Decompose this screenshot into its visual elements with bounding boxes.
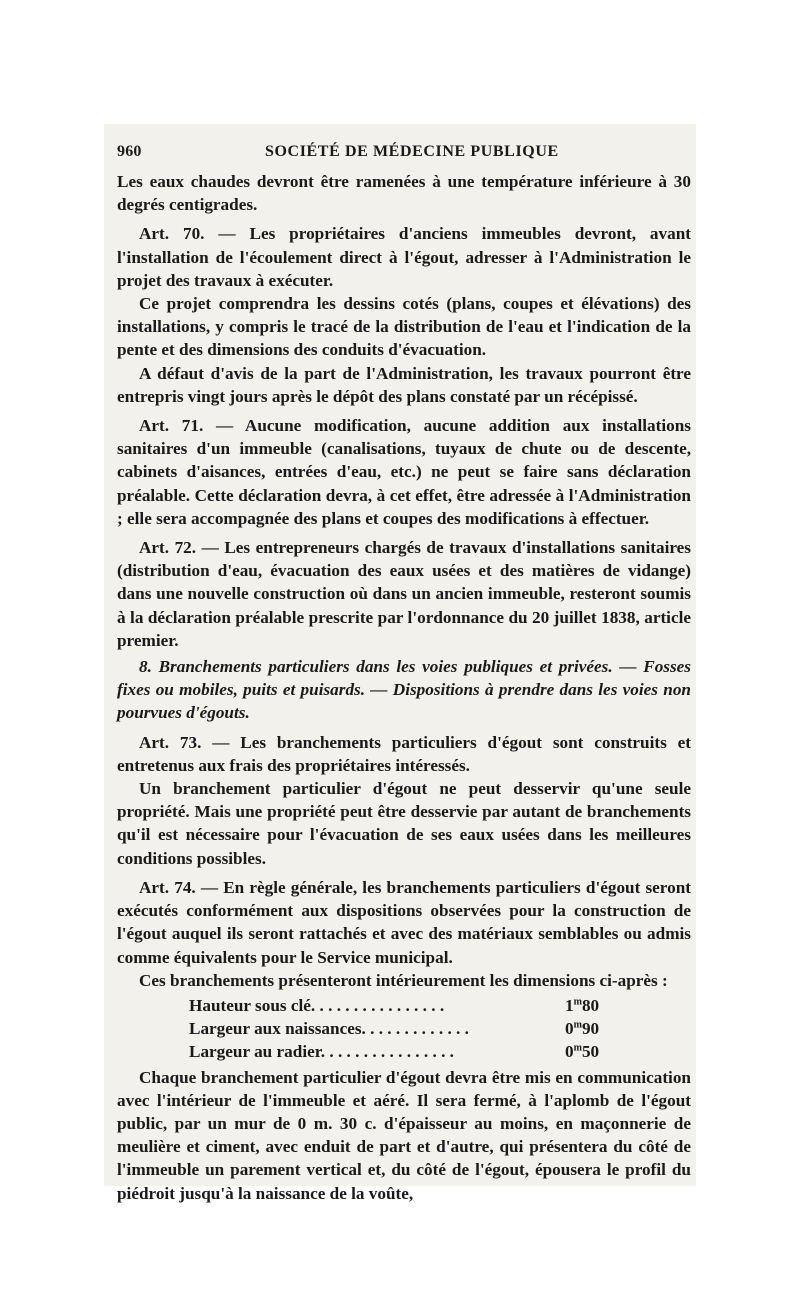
- section-heading: 8. Branchements particuliers dans les voies publiques et privées. — Fosses fixes ou mobiles, puits et puisards. — Dispositions à prendre dans les voies non pourvues d'égouts.: [117, 657, 691, 723]
- dimension-value: 1$^m$80: [565, 995, 600, 1015]
- article-72: Art. 72. — Les entrepreneurs chargés de travaux d'installations sanitaires (distribution d'eau, évacuation des eaux usées et des matières de vidange) dans une nouvelle construction où dans un ancien immeuble, resteront soumis à la déclaration préalable prescrite par l'ordonnance du 20 juillet 1838, article premier.: [117, 538, 691, 650]
- dimensions-table: [117, 994, 691, 1064]
- paragraph: Chaque branchement particulier d'égout devra être mis en communication avec l'intérieur de l'immeuble et aéré. Il sera fermé, à l'aplomb de l'égout public, par un mur de 0 m. 30 c. d'épaisseur au moins, en maçonnerie de meulière et ciment, avec enduit de part et d'autre, qui présentera du côté de l'immeuble un parement vertical et, du côté de l'égout, épousera le profil du piédroit jusqu'à la naissance de la voûte,: [117, 1067, 691, 1203]
- paragraph: Les eaux chaudes devront être ramenées à une température inférieure à 30 degrés centigrades.: [117, 172, 691, 215]
- dimension-row: [117, 1040, 691, 1063]
- page-text: [117, 140, 691, 1205]
- running-head: [117, 140, 691, 170]
- article-70: Art. 70. — Les propriétaires d'anciens immeubles devront, avant l'installation de l'écoulement direct à l'égout, adresser à l'Administration le projet des travaux à exécuter.: [117, 224, 691, 290]
- dimension-label: Largeur aux naissances. . . . . . . . . . . . .: [189, 1019, 469, 1039]
- paragraph: A défaut d'avis de la part de l'Administration, les travaux pourront être entrepris vingt jours après le dépôt des plans constaté par un récépissé.: [117, 363, 691, 406]
- dimension-value: 0$^m$50: [565, 1042, 600, 1062]
- article-73: Art. 73. — Les branchements particuliers d'égout sont construits et entretenus aux frais des propriétaires intéressés.: [117, 732, 691, 775]
- dimension-row: [117, 1017, 691, 1040]
- running-title: SOCIÉTÉ DE MÉDECINE PUBLIQUE: [265, 143, 559, 160]
- paragraph: Un branchement particulier d'égout ne peut desservir qu'une seule propriété. Mais une propriété peut être desservie par autant de branchements qu'il est nécessaire pour l'évacuation de ses eaux usées dans les meilleures conditions possibles.: [117, 779, 691, 868]
- paragraph: Ces branchements présenteront intérieurement les dimensions ci-après :: [139, 970, 668, 990]
- page-number: 960: [117, 143, 142, 160]
- paragraph: Ce projet comprendra les dessins cotés (plans, coupes et élévations) des installations, y compris le tracé de la distribution de l'eau et l'indication de la pente et des dimensions des conduits d'évacuation.: [117, 294, 691, 360]
- dimension-label: Largeur au radier. . . . . . . . . . . . . . . .: [189, 1042, 454, 1062]
- dimension-value: 0$^m$90: [565, 1019, 600, 1039]
- article-71: Art. 71. — Aucune modification, aucune addition aux installations sanitaires d'un immeuble (canalisations, tuyaux de chute ou de descente, cabinets d'aisances, entrées d'eau, etc.) ne peut se faire sans déclaration préalable. Cette déclaration devra, à cet effet, être adressée à l'Administration ; elle sera accompagnée des plans et coupes des modifications à effectuer.: [117, 416, 691, 528]
- article-74: Art. 74. — En règle générale, les branchements particuliers d'égout seront exécutés conformément aux dispositions observées pour la construction de l'égout auquel ils seront rattachés et avec des matériaux semblables ou admis comme équivalents pour le Service municipal.: [117, 877, 691, 967]
- dimension-label: Hauteur sous clé. . . . . . . . . . . . . . . .: [189, 995, 445, 1015]
- dimension-row: [117, 994, 691, 1017]
